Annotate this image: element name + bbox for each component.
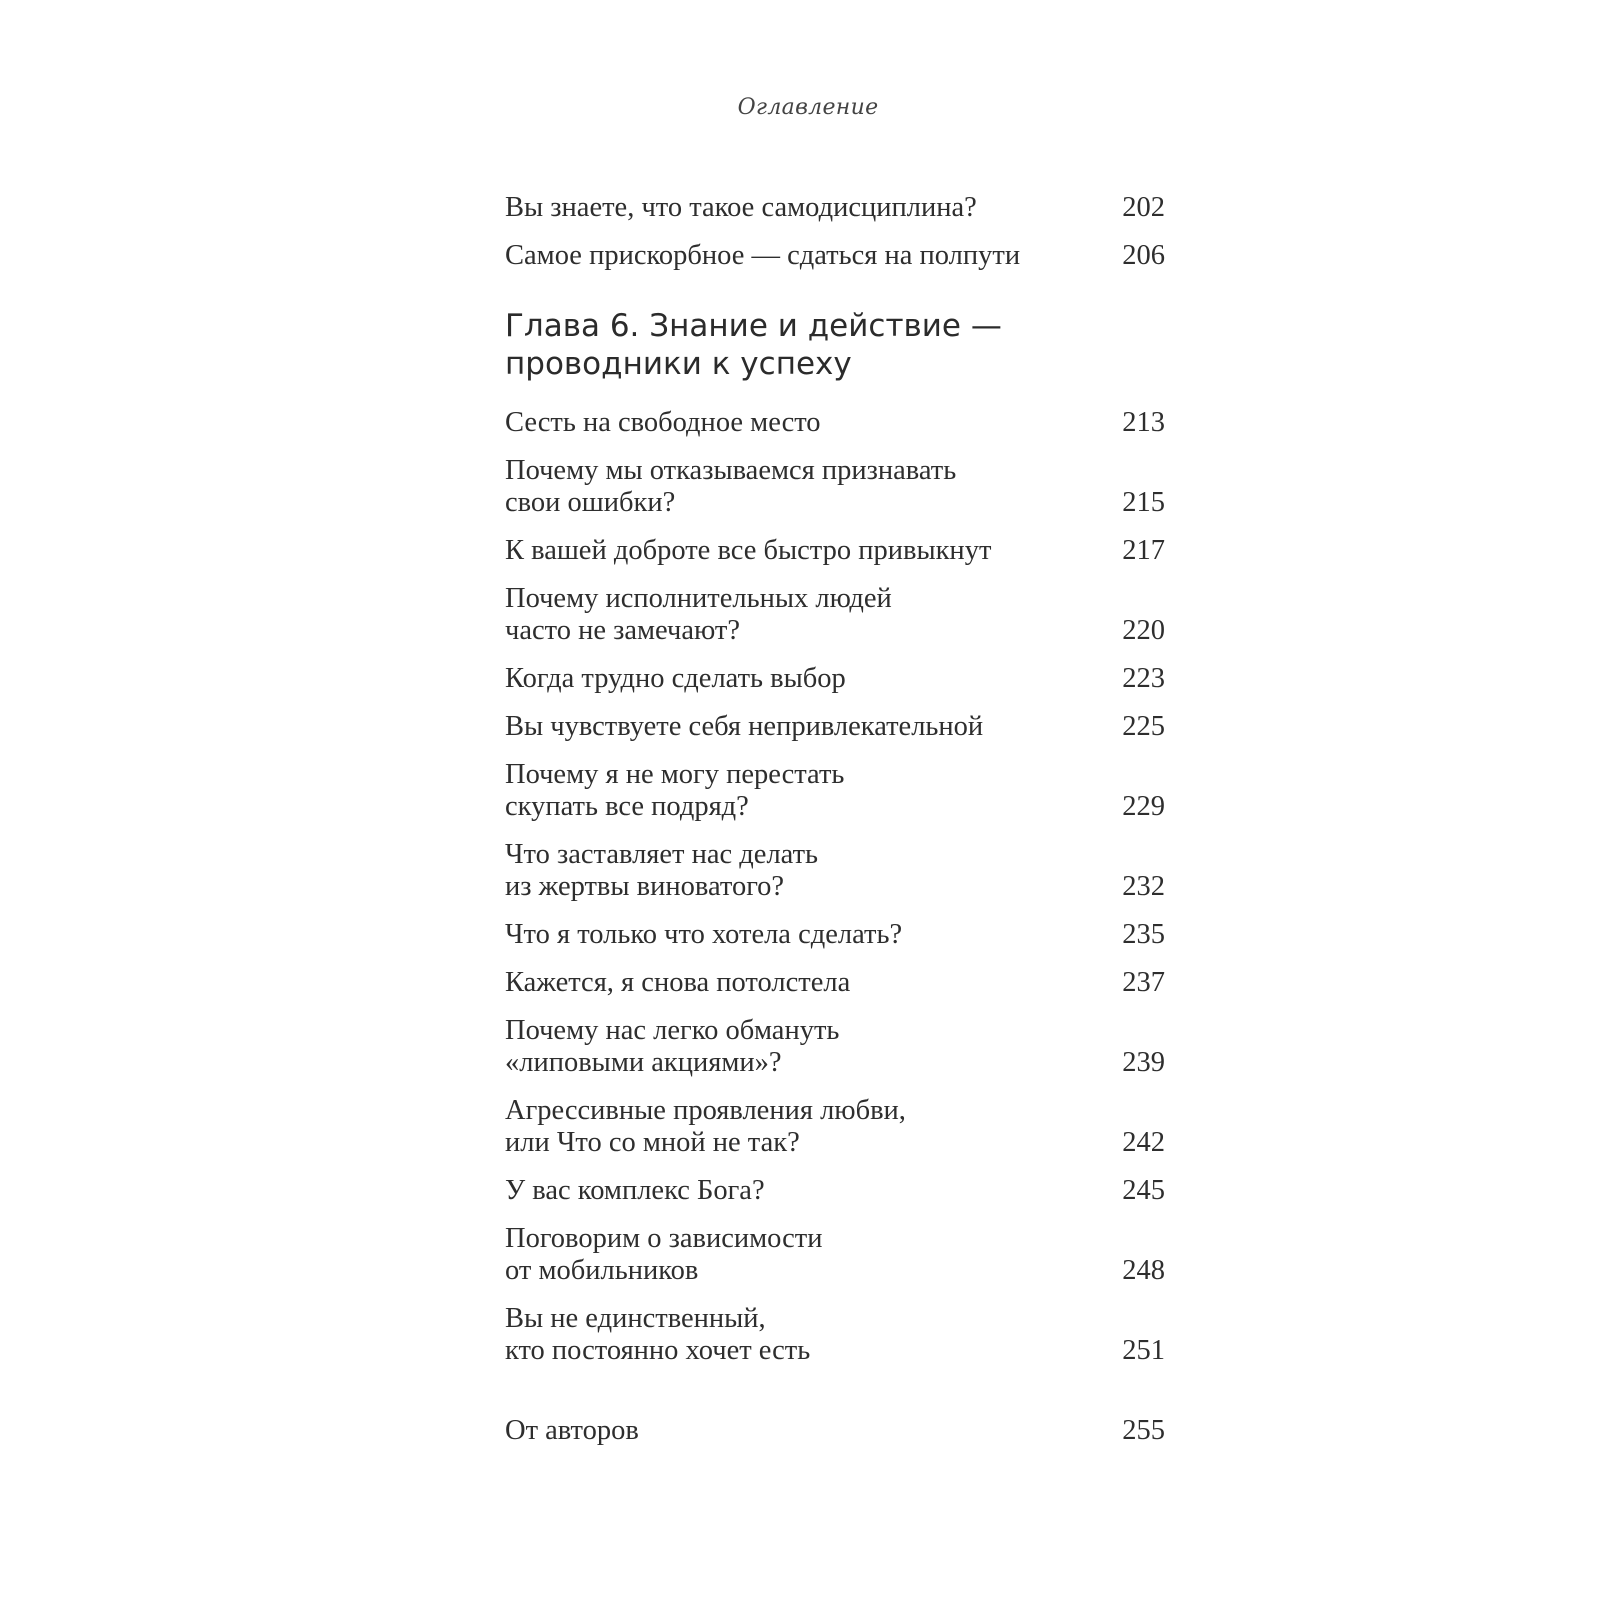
toc-entry-title [505, 1095, 1065, 1159]
toc-entry-page: 215 [1122, 487, 1165, 518]
toc-entry-title [505, 663, 1065, 695]
toc-entry-title-line: Вы чувствуете себя непривлекательной [505, 711, 984, 742]
toc-entry-page: 225 [1122, 711, 1165, 742]
toc-entry[interactable] [505, 455, 1165, 519]
toc-entry[interactable] [505, 240, 1165, 272]
toc-entry-title [505, 919, 1065, 951]
toc-entry[interactable] [505, 1015, 1165, 1079]
toc-entry-title-line: Почему я не могу перестать [505, 759, 845, 790]
toc-entry[interactable] [505, 839, 1165, 903]
toc-entry[interactable] [505, 407, 1165, 439]
toc-entry-title [505, 711, 1065, 743]
toc-entry-page: 245 [1122, 1175, 1165, 1206]
toc-entry[interactable] [505, 967, 1165, 999]
toc-entry-title-line: Самое прискорбное — сдаться на полпути [505, 240, 1021, 271]
toc-entry-title-line: К вашей доброте все быстро привыкнут [505, 535, 992, 566]
toc-entry-title [505, 1303, 1065, 1367]
toc-entry-title [505, 240, 1065, 272]
toc-entry-title [505, 1175, 1065, 1207]
toc-entry-page: 255 [1122, 1415, 1165, 1446]
toc-entry-title [505, 839, 1065, 903]
toc-entry-title-line: От авторов [505, 1415, 639, 1446]
toc-entry-title-line: свои ошибки? [505, 487, 676, 518]
toc-entry-page: 217 [1122, 535, 1165, 566]
toc-entry[interactable] [505, 1223, 1165, 1287]
chapter-heading-line: Глава 6. Знание и действие — [505, 308, 1002, 344]
toc-entry[interactable] [505, 711, 1165, 743]
toc-entry[interactable] [505, 535, 1165, 567]
toc-entry[interactable] [505, 663, 1165, 695]
toc-entry[interactable] [505, 759, 1165, 823]
toc-entry-title-line: Агрессивные проявления любви, [505, 1095, 906, 1126]
toc-entry-title [505, 1223, 1065, 1287]
toc-entry-title-line: Что заставляет нас делать [505, 839, 819, 870]
toc-entry[interactable] [505, 919, 1165, 951]
chapter-heading[interactable] [505, 307, 1165, 383]
toc-entry-title [505, 535, 1065, 567]
toc-entry-page: 229 [1122, 791, 1165, 822]
toc-entry-title-line: Почему нас легко обмануть [505, 1015, 840, 1046]
toc-entry-title [505, 759, 1065, 823]
toc-entry[interactable] [505, 1175, 1165, 1207]
toc-entry-title-line: Вы не единственный, [505, 1303, 766, 1334]
toc-entry-page: 242 [1122, 1127, 1165, 1158]
toc-entry-page: 232 [1122, 871, 1165, 902]
toc-entry-title-line: Кажется, я снова потолстела [505, 967, 851, 998]
toc-entry-title-line: Вы знаете, что такое самодисциплина? [505, 192, 977, 223]
toc-entry-title-line: «липовыми акциями»? [505, 1047, 782, 1078]
toc-entry-title-line: или Что со мной не так? [505, 1127, 800, 1158]
toc-entry-page: 239 [1122, 1047, 1165, 1078]
chapter-heading-line: проводники к успеху [505, 346, 852, 382]
toc-entry-title [505, 1015, 1065, 1079]
toc-entry-closing[interactable] [505, 1415, 1165, 1447]
toc-entry-page: 248 [1122, 1255, 1165, 1286]
toc-entry-title-line: Сесть на свободное место [505, 407, 821, 438]
toc-entry-title-line: Почему мы отказываемся признавать [505, 455, 957, 486]
toc-entry-title [505, 967, 1065, 999]
toc-entry-page: 206 [1122, 240, 1165, 271]
toc-entry-title [505, 192, 1065, 224]
toc-entry-title-line: Когда трудно сделать выбор [505, 663, 846, 694]
toc-entry-title [505, 407, 1065, 439]
toc-entry-title-line: от мобильников [505, 1255, 699, 1286]
toc-entry-title [505, 455, 1065, 519]
toc-entry-title [505, 583, 1065, 647]
toc-entry-page: 202 [1122, 192, 1165, 223]
toc-entry-page: 237 [1122, 967, 1165, 998]
toc-entry-title-line: У вас комплекс Бога? [505, 1175, 765, 1206]
toc-entry-title-line: часто не замечают? [505, 615, 740, 646]
toc-entry[interactable] [505, 192, 1165, 224]
toc-entry-page: 223 [1122, 663, 1165, 694]
toc-entry[interactable] [505, 1303, 1165, 1367]
toc-entry-title-line: кто постоянно хочет есть [505, 1335, 811, 1366]
toc-entry-title-line: Поговорим о зависимости [505, 1223, 823, 1254]
toc-entry-title-line: скупать все подряд? [505, 791, 749, 822]
toc-entry-title-line: Почему исполнительных людей [505, 583, 892, 614]
toc-entry-page: 220 [1122, 615, 1165, 646]
toc-entry[interactable] [505, 583, 1165, 647]
toc-entry[interactable] [505, 1095, 1165, 1159]
toc-entry-page: 251 [1122, 1335, 1165, 1366]
toc-entry-title-line: Что я только что хотела сделать? [505, 919, 903, 950]
toc-entry-page: 213 [1122, 407, 1165, 438]
toc-entry-page: 235 [1122, 919, 1165, 950]
running-head: Оглавление [737, 95, 879, 120]
toc-entry-title-line: из жертвы виноватого? [505, 871, 785, 902]
toc-entry-title [505, 1415, 1065, 1447]
